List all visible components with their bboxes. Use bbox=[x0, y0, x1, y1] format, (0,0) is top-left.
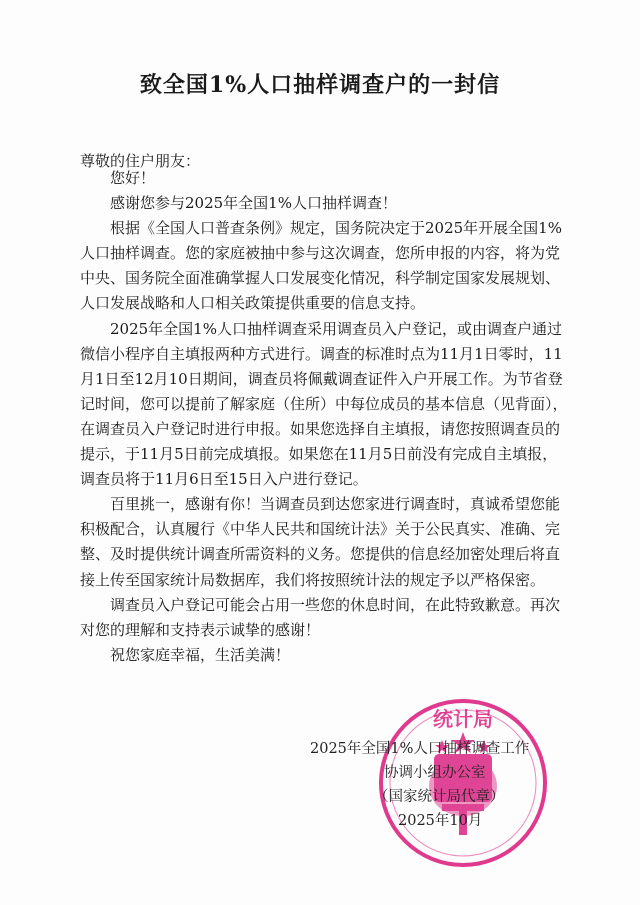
paragraph-thanks: 感谢您参与2025年全国1%人口抽样调查！ bbox=[110, 194, 397, 213]
signature-line-2: 协调小组办公室 bbox=[384, 765, 486, 781]
seal-text: 统计局 bbox=[433, 707, 493, 731]
official-seal-icon bbox=[376, 696, 550, 870]
paragraph-method: 2025年全国1%人口抽样调查采用调查员入户登记，或由调查户通过微信小程序自主填报两种方式进行。调查的标准时点为11月1日零时，11月1日至12月10日期间，调查员将佩戴调查证件入户开展工作。为节省登记时间，您可以提前了解家庭（住所）中每位成员的基本信息（见背面），在调查员入户登记时进行申报。如果您选择自主填报，请您按照调查员的提示，于11月5日前完成填报。如果您在11月5日前没有完成自主填报，调查员将于11月6日至15日入户进行登记。 bbox=[80, 319, 568, 489]
signature-line-3: （国家统计局代章） bbox=[374, 789, 505, 805]
letter-title: 致全国1%人口抽样调查户的一封信 bbox=[139, 72, 501, 98]
letter-body bbox=[80, 166, 570, 668]
paragraph-basis: 根据《全国人口普查条例》规定，国务院决定于2025年开展全国1%人口抽样调查。您的家庭被抽中参与这次调查，您所申报的内容，将为党中央、国务院全面准确掌握人口发展变化情况，科学制定国家发展规划、人口发展战略和人口相关政策提供重要的信息支持。 bbox=[80, 219, 562, 313]
greeting: 尊敬的住户朋友： bbox=[80, 152, 201, 170]
signature-line-1: 2025年全国1%人口抽样调查工作 bbox=[310, 741, 530, 757]
paragraph-apology: 调查员入户登记可能会占用一些您的休息时间，在此特致歉意。再次对您的理解和支持表示诚挚的感谢！ bbox=[80, 595, 561, 639]
paragraph-hello: 您好！ bbox=[110, 169, 156, 187]
paragraph-cooperation: 百里挑一，感谢有你！当调查员到达您家进行调查时，真诚希望您能积极配合，认真履行《中华人民共和国统计法》关于公民真实、准确、完整、及时提供统计调查所需资料的义务。您提供的信息经加密处理后将直接上传至国家统计局数据库，我们将按照统计法的规定予以严格保密。 bbox=[80, 495, 561, 589]
paragraph-wishes: 祝您家庭幸福，生活美满！ bbox=[110, 645, 291, 664]
signature-date: 2025年10月 bbox=[398, 813, 483, 829]
